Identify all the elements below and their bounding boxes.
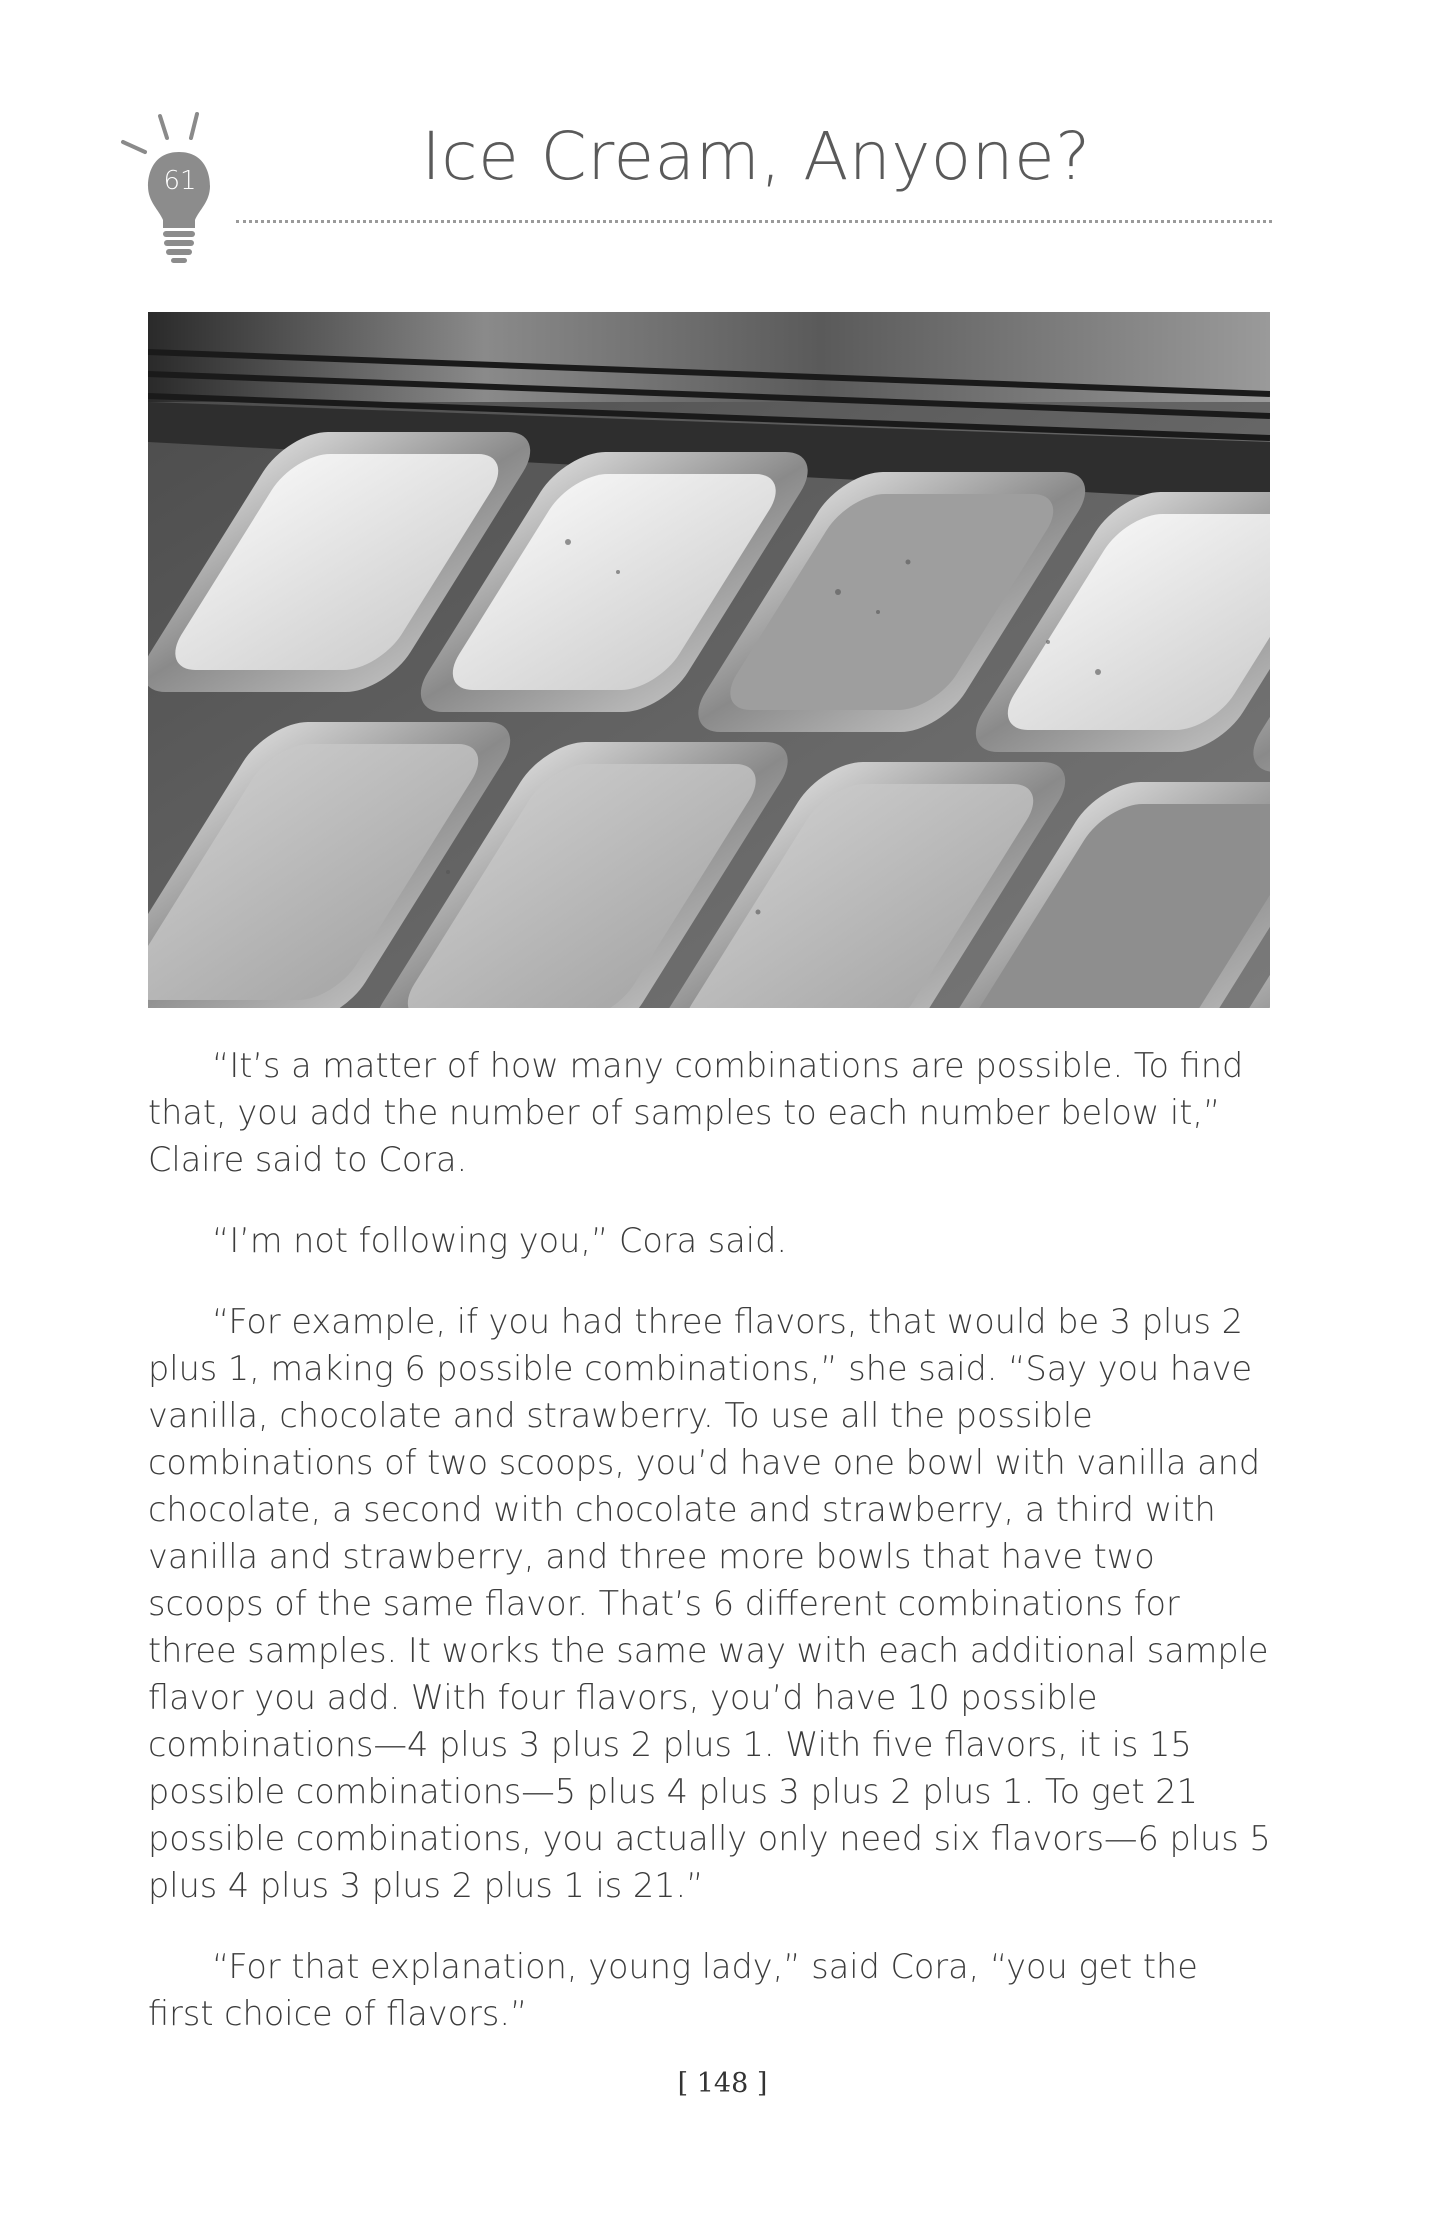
paragraph: “It’s a matter of how many combinations are possible. To find that, you add the number of samples to each number below it,” Claire said to Cora. bbox=[148, 1046, 1244, 1179]
title-divider bbox=[236, 220, 1272, 223]
page-number: [ 148 ] bbox=[677, 2068, 768, 2099]
paragraph: “For example, if you had three flavors, that would be 3 plus 2 plus 1, making 6 possible combinations,” she said. “Say you have vanilla, chocolate and strawberry. To use all the possible combinations of two scoops, you’d have one bowl with vanilla and chocolate, a second with chocolate and strawberry, a third with vanilla and strawberry, and three more bowls that have two scoops of the same flavor. That’s 6 different combinations for three samples. It works the same way with each additional sample flavor you add. With four flavors, you’d have 10 possible combinations—4 plus 3 plus 2 plus 1. With five flavors, it is 15 possible combinations—5 plus 4 plus 3 plus 2 plus 1. To get 21 possible combinations, you actually only need six flavors—6 plus 5 plus 4 plus 3 plus 2 plus 1 is 21.” bbox=[148, 1302, 1271, 1905]
chapter-number: 61 bbox=[163, 166, 197, 196]
paragraph: “I’m not following you,” Cora said. bbox=[212, 1221, 788, 1260]
paragraph: “For that explanation, young lady,” said Cora, “you get the first choice of flavors.” bbox=[148, 1947, 1198, 2033]
ice-cream-display-icon bbox=[148, 312, 1270, 1008]
body-text bbox=[148, 1042, 1273, 2071]
chapter-title: Ice Cream, Anyone? bbox=[421, 118, 1091, 195]
ice-cream-display-photo bbox=[148, 312, 1270, 1008]
